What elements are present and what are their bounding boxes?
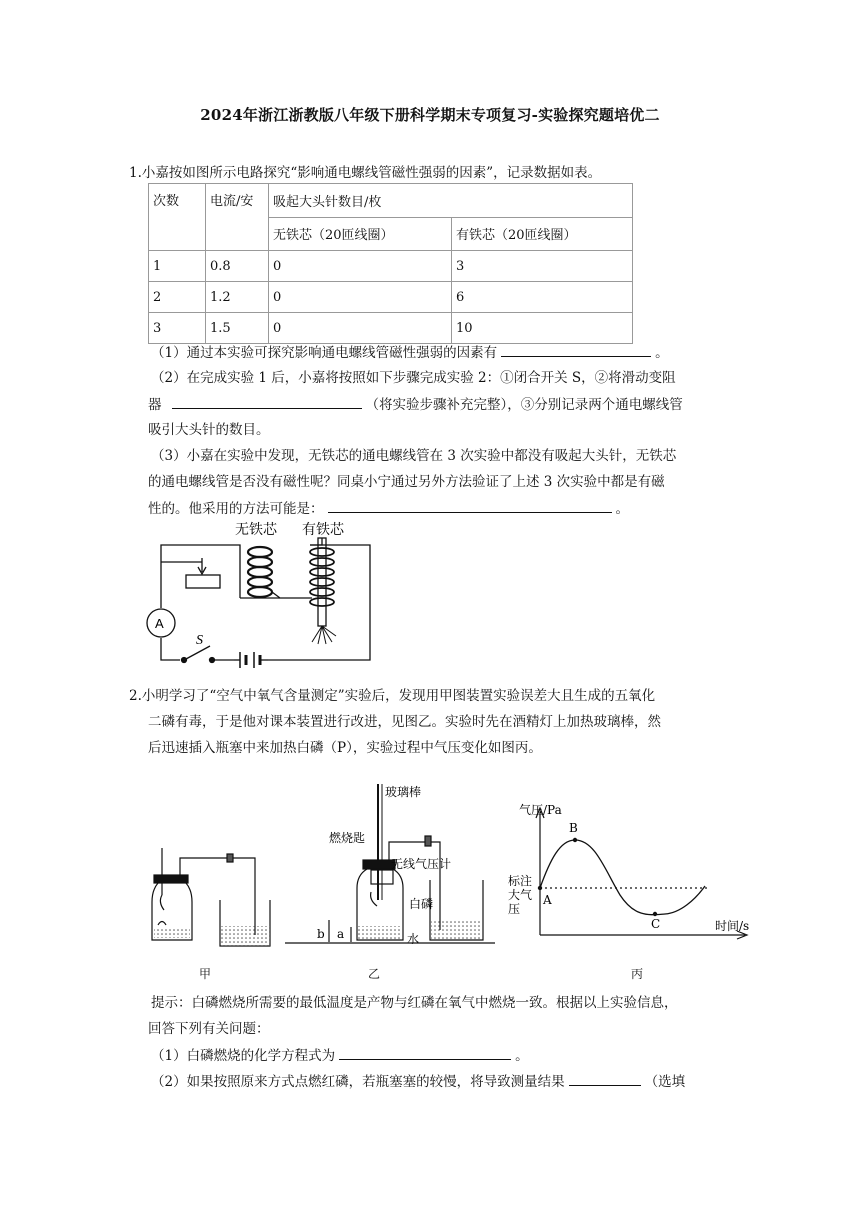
table-cell: 1.5 — [206, 313, 269, 344]
table-header-core: 有铁芯（20匝线圈） — [452, 217, 633, 251]
label-glass-rod: 玻璃棒 — [385, 785, 422, 799]
caption-bing: 丙 — [631, 967, 644, 981]
table-header-current: 电流/安 — [206, 184, 269, 251]
q2-hint-a: 提示：白磷燃烧所需要的最低温度是产物与红磷在氧气中燃烧一致。根据以上实验信息， — [151, 995, 678, 1011]
switch-label: S — [196, 633, 203, 648]
label-white-p: 白磷 — [409, 897, 434, 911]
q2-part2-end: （选填 — [644, 1074, 686, 1090]
table-cell: 10 — [452, 313, 633, 344]
page-title: 2024年浙江浙教版八年级下册科学期末专项复习-实验探究题培优二 — [200, 106, 660, 124]
table-cell: 0 — [269, 251, 452, 282]
q1-part1 — [151, 342, 669, 363]
q1-stem: 1.小嘉按如图所示电路探究“影响通电螺线管磁性强弱的因素”，记录数据如表。 — [129, 165, 602, 181]
table-row — [149, 282, 633, 313]
answer-blank[interactable] — [569, 1071, 641, 1086]
q1-part1-text: （1）通过本实验可探究影响通电螺线管磁性强弱的因素有 — [151, 345, 498, 361]
q1-part2-b — [148, 394, 683, 415]
table-cell: 3 — [452, 251, 633, 282]
q1-part3-c — [148, 498, 629, 519]
graph-label-a: A — [543, 893, 552, 907]
circuit-diagram — [140, 520, 380, 670]
label-sensor: 无线气压计 — [391, 857, 452, 871]
point-b — [573, 838, 577, 842]
label-spoon: 燃烧匙 — [329, 831, 366, 845]
table-header-no-core: 无铁芯（20匝线圈） — [269, 217, 452, 251]
graph-ref-label-1: 标注 — [508, 874, 533, 888]
answer-blank[interactable] — [339, 1045, 511, 1060]
graph-label-c: C — [651, 917, 661, 931]
answer-blank[interactable] — [328, 498, 612, 513]
q1-part3-b: 的通电螺线管是否没有磁性呢？同桌小宁通过另外方法验证了上述 3 次实验中都是有磁 — [148, 474, 665, 490]
q1-part2-a: （2）在完成实验 1 后，小嘉将按照如下步骤完成实验 2：①闭合开关 S，②将滑动变阻 — [151, 370, 676, 386]
answer-blank[interactable] — [172, 394, 362, 409]
table-cell: 0 — [269, 282, 452, 313]
answer-blank[interactable] — [501, 342, 651, 357]
q2-stem-c: 后迅速插入瓶塞中来加热白磷（P），实验过程中气压变化如图丙。 — [148, 740, 542, 756]
graph-ylabel: 气压/Pa — [519, 803, 562, 817]
table-row — [149, 313, 633, 344]
caption-yi: 乙 — [368, 967, 381, 981]
ammeter-label: A — [155, 616, 164, 631]
table-cell: 1 — [149, 251, 206, 282]
pressure-graph — [505, 800, 750, 945]
q1-part3-c-pre: 性的。他采用的方法可能是： — [148, 501, 324, 517]
q2-part1-end: 。 — [515, 1048, 529, 1064]
q1-part2-c: 吸引大头针的数目。 — [148, 422, 270, 438]
q1-part3-a: （3）小嘉在实验中发现，无铁芯的通电螺线管在 3 次实验中都没有吸起大头针，无铁芯 — [151, 448, 677, 464]
table-header-count: 次数 — [149, 184, 206, 251]
label-no-core: 无铁芯 — [235, 523, 277, 538]
q1-part3-c-end: 。 — [615, 501, 629, 517]
q2-hint-b: 回答下列有关问题： — [148, 1021, 270, 1037]
q1-part1-end: 。 — [655, 345, 669, 361]
q2-part2-text: （2）如果按照原来方式点燃红磷，若瓶塞塞的较慢，将导致测量结果 — [151, 1074, 565, 1090]
graph-xlabel: 时间/s — [715, 919, 750, 933]
label-a: a — [337, 927, 345, 941]
table-cell: 3 — [149, 313, 206, 344]
graph-label-b: B — [569, 821, 578, 835]
q2-part1-text: （1）白磷燃烧的化学方程式为 — [151, 1048, 336, 1064]
q2-stem-b: 二磷有毒，于是他对课本装置进行改进，见图乙。实验时先在酒精灯上加热玻璃棒，然 — [148, 714, 661, 730]
table-header-pins: 吸起大头针数目/枚 — [269, 184, 633, 218]
table-cell: 2 — [149, 282, 206, 313]
table-cell: 1.2 — [206, 282, 269, 313]
table-cell: 6 — [452, 282, 633, 313]
label-water: 水 — [407, 932, 420, 946]
q2-part1 — [151, 1045, 529, 1066]
data-table — [148, 183, 633, 344]
caption-jia: 甲 — [199, 967, 212, 981]
q2-stem-a: 2.小明学习了“空气中氧气含量测定”实验后，发现用甲图装置实验误差大且生成的五氧化 — [129, 688, 656, 704]
point-a — [538, 886, 542, 890]
apparatus-yi — [285, 780, 495, 955]
graph-ref-label-3: 压 — [508, 902, 521, 916]
q1-part2-b-pre: 器 — [148, 397, 162, 413]
graph-ref-label-2: 大气 — [508, 888, 533, 902]
label-core: 有铁芯 — [302, 523, 344, 538]
point-c — [653, 912, 657, 916]
table-cell: 0.8 — [206, 251, 269, 282]
table-row — [149, 251, 633, 282]
label-b: b — [317, 927, 325, 941]
apparatus-jia — [140, 840, 280, 950]
q2-part2 — [151, 1071, 685, 1092]
q1-part2-b-post: （将实验步骤补充完整），③分别记录两个通电螺线管 — [365, 397, 683, 413]
table-cell: 0 — [269, 313, 452, 344]
